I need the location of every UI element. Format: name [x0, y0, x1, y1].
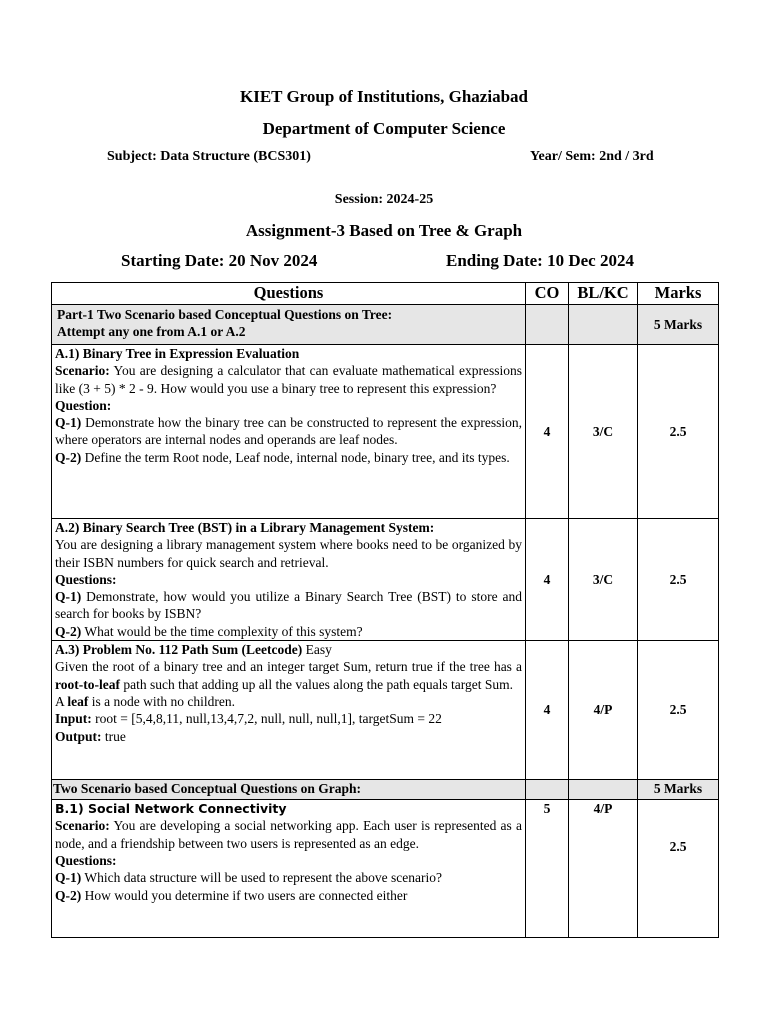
a1-q1-label: Q-1)	[55, 415, 82, 431]
part1-title-line2: Attempt any one from A.1 or A.2	[57, 324, 246, 340]
b1-q2-label: Q-2)	[55, 887, 82, 903]
b1-co: 5	[526, 800, 569, 938]
a2-questions-label: Questions:	[55, 571, 117, 587]
part2-row	[52, 780, 719, 800]
part2-marks: 5 Marks	[638, 780, 719, 800]
a3-leaf-post: is a node with no children.	[88, 693, 235, 709]
part1-row	[52, 305, 719, 345]
subject-label: Subject: Data Structure (BCS301)	[107, 149, 311, 164]
a1-marks: 2.5	[638, 345, 719, 519]
a3-question-cell	[52, 641, 526, 780]
a3-title: A.3) Problem No. 112 Path Sum (Leetcode)	[55, 642, 303, 658]
department-title: Department of Computer Science	[262, 119, 506, 138]
a3-output-label: Output:	[55, 728, 102, 744]
part2-bl	[569, 780, 638, 800]
part1-marks: 5 Marks	[638, 305, 719, 345]
a2-q2-text: What would be the time complexity of this system?	[81, 623, 363, 639]
b1-scenario-label: Scenario:	[55, 818, 110, 834]
table-row	[52, 345, 719, 519]
a2-q1-label: Q-1)	[55, 589, 82, 605]
part2-co	[526, 780, 569, 800]
a2-title: A.2) Binary Search Tree (BST) in a Library Management System:	[55, 520, 435, 535]
part2-title: Two Scenario based Conceptual Questions on Graph:	[52, 780, 526, 800]
a1-q1-text: Demonstrate how the binary tree can be constructed to represent the expression, where operators are internal nodes and operands are leaf nodes.	[55, 415, 522, 448]
table-row	[52, 800, 719, 938]
a1-scenario-label: Scenario:	[55, 363, 110, 379]
a3-bold1: root-to-leaf	[55, 676, 120, 692]
a3-marks: 2.5	[638, 641, 719, 780]
session-label: Session: 2024-25	[334, 192, 434, 207]
a3-difficulty: Easy	[302, 642, 332, 658]
a2-co: 4	[526, 519, 569, 641]
a3-bl: 4/P	[569, 641, 638, 780]
col-questions: Questions	[52, 283, 526, 305]
part1-bl	[569, 305, 638, 345]
a1-question-cell	[52, 345, 526, 519]
table-header-row	[52, 283, 719, 305]
year-sem-label: Year/ Sem: 2nd / 3rd	[530, 149, 654, 164]
col-marks: Marks	[638, 283, 719, 305]
col-co: CO	[526, 283, 569, 305]
col-bl-kc: BL/KC	[569, 283, 638, 305]
a1-co: 4	[526, 345, 569, 519]
a3-input-text: root = [5,4,8,11, null,13,4,7,2, null, null, null,1], targetSum = 22	[91, 711, 442, 727]
a2-bl: 3/C	[569, 519, 638, 641]
b1-q1-text: Which data structure will be used to represent the above scenario?	[81, 870, 442, 886]
a1-bl: 3/C	[569, 345, 638, 519]
a1-q2-text: Define the term Root node, Leaf node, internal node, binary tree, and its types.	[81, 449, 510, 465]
a3-text2: path such that adding up all the values along the path equals target Sum.	[119, 676, 514, 692]
starting-date: Starting Date: 20 Nov 2024	[121, 251, 318, 270]
b1-scenario-text: You are developing a social networking app. Each user is represented as a node, and a friendship between two users is represented as an edge.	[55, 818, 522, 851]
part1-co	[526, 305, 569, 345]
ending-date: Ending Date: 10 Dec 2024	[446, 251, 634, 270]
table-row	[52, 641, 719, 780]
a2-q2-label: Q-2)	[55, 623, 82, 639]
b1-question-cell	[52, 800, 526, 938]
b1-q2-text: How would you determine if two users are connected either	[81, 887, 408, 903]
b1-q1-label: Q-1)	[55, 870, 82, 886]
a2-q1-text: Demonstrate, how would you utilize a Binary Search Tree (BST) to store and search for books by ISBN?	[55, 589, 522, 622]
b1-questions-label: Questions:	[55, 852, 117, 868]
a3-co: 4	[526, 641, 569, 780]
assignment-title: Assignment-3 Based on Tree & Graph	[245, 221, 523, 240]
a1-q2-label: Q-2)	[55, 449, 82, 465]
institution-title: KIET Group of Institutions, Ghaziabad	[240, 87, 528, 106]
a1-scenario-text: You are designing a calculator that can evaluate mathematical expressions like (3 + 5) * 2 - 9. How would you use a binary tree to represent this expression?	[55, 363, 522, 396]
a3-leaf-pre: A	[55, 693, 68, 709]
questions-table	[51, 282, 719, 938]
a2-marks: 2.5	[638, 519, 719, 641]
a3-leaf-bold: leaf	[67, 693, 89, 709]
a1-question-label: Question:	[55, 397, 112, 413]
part1-title	[52, 305, 526, 345]
a2-intro: You are designing a library management system where books need to be organized by their ISBN numbers for quick search and retrieval.	[55, 537, 522, 570]
a1-title: A.1) Binary Tree in Expression Evaluation	[55, 346, 300, 361]
b1-title: B.1) Social Network Connectivity	[55, 801, 287, 817]
a3-input-label: Input:	[55, 711, 92, 727]
b1-bl: 4/P	[569, 800, 638, 938]
a2-question-cell	[52, 519, 526, 641]
a3-output-text: true	[101, 728, 126, 744]
table-row	[52, 519, 719, 641]
a3-text1: Given the root of a binary tree and an integer target Sum, return true if the tree has a	[55, 659, 522, 675]
part1-title-line1: Part-1 Two Scenario based Conceptual Questions on Tree:	[57, 307, 393, 322]
b1-marks: 2.5	[638, 800, 719, 938]
